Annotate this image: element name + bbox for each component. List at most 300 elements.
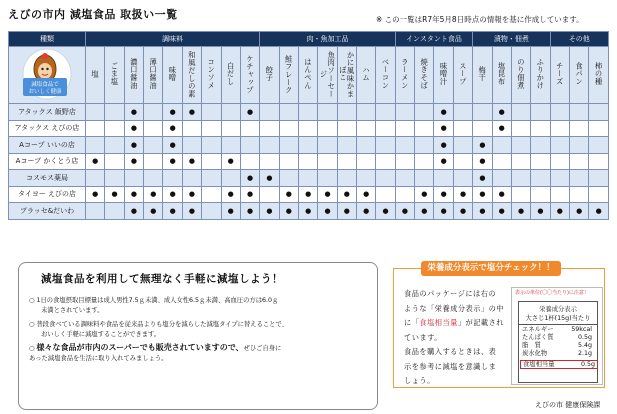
availability-empty: [105, 203, 124, 220]
nutrition-label: [511, 287, 603, 385]
check-line: しょう。: [404, 376, 435, 385]
store-row: [9, 137, 609, 154]
availability-dot: ●: [473, 153, 492, 170]
availability-empty: [415, 153, 434, 170]
availability-empty: [376, 153, 395, 170]
nutrition-check-text: [404, 287, 504, 389]
store-row: [9, 153, 609, 170]
availability-empty: [415, 120, 434, 137]
item-header: [511, 47, 530, 104]
item-label: 和風だしの素: [187, 50, 197, 98]
availability-dot: ●: [376, 203, 395, 220]
availability-empty: [337, 120, 356, 137]
availability-empty: [279, 170, 298, 187]
availability-dot: ●: [569, 203, 588, 220]
availability-empty: [357, 120, 376, 137]
availability-empty: [260, 104, 279, 121]
availability-empty: [453, 120, 472, 137]
availability-empty: [511, 153, 530, 170]
svg-text:減塩食品で: 減塩食品で: [31, 82, 59, 88]
availability-empty: [260, 137, 279, 154]
availability-empty: [337, 104, 356, 121]
availability-empty: [434, 170, 453, 187]
availability-empty: [337, 137, 356, 154]
availability-dot: ●: [144, 186, 163, 203]
item-header: [550, 47, 569, 104]
availability-empty: [124, 170, 143, 187]
item-header: [357, 47, 376, 104]
label-salt-row: 食塩相当量 0.5g: [520, 360, 598, 369]
availability-empty: [86, 104, 105, 121]
item-header: [376, 47, 395, 104]
item-label: 味噌汁: [439, 62, 449, 86]
availability-empty: [202, 170, 221, 187]
availability-empty: [260, 153, 279, 170]
availability-empty: [279, 153, 298, 170]
availability-dot: ●: [163, 104, 182, 121]
item-label: 薄口醤油: [149, 58, 159, 90]
availability-dot: ●: [86, 186, 105, 203]
availability-empty: [492, 153, 511, 170]
availability-dot: ●: [163, 186, 182, 203]
label-row: エネルギー 59kcal: [522, 326, 592, 333]
availability-empty: [395, 137, 414, 154]
group-header-row: [9, 32, 609, 47]
availability-empty: [589, 137, 609, 154]
availability-empty: [279, 137, 298, 154]
availability-empty: [531, 153, 550, 170]
availability-empty: [337, 170, 356, 187]
item-label: 柿の種: [594, 62, 604, 86]
availability-empty: [569, 170, 588, 187]
item-label: 食パン: [574, 62, 584, 86]
availability-dot: ●: [434, 203, 453, 220]
availability-dot: ●: [318, 203, 337, 220]
label-serving: 大さじ1杯(15g)当たり: [519, 313, 597, 325]
label-panel: [518, 301, 598, 383]
availability-empty: [376, 137, 395, 154]
availability-empty: [298, 104, 317, 121]
availability-empty: [395, 153, 414, 170]
availability-empty: [298, 170, 317, 187]
availability-dot: ●: [124, 104, 143, 121]
item-label: ふりかけ: [536, 58, 546, 90]
availability-dot: ●: [105, 186, 124, 203]
availability-empty: [357, 153, 376, 170]
check-line: 食品を購入するときは、表: [404, 347, 497, 356]
availability-dot: ●: [434, 137, 453, 154]
group-instant: インスタント食品: [395, 32, 472, 47]
availability-empty: [511, 170, 530, 187]
availability-dot: ●: [511, 203, 530, 220]
info-text: ○ 1日の食塩摂取目標量は成人男性7.5ｇ未満、成人女性6.5ｇ未満、高血圧の方は6.0ｇ: [29, 297, 279, 304]
availability-empty: [395, 104, 414, 121]
availability-dot: ●: [318, 186, 337, 203]
availability-dot: ●: [434, 120, 453, 137]
item-header: [318, 47, 337, 104]
availability-empty: [473, 104, 492, 121]
item-header: [260, 47, 279, 104]
availability-empty: [376, 170, 395, 187]
availability-empty: [550, 137, 569, 154]
item-header: [86, 47, 105, 104]
availability-empty: [357, 104, 376, 121]
availability-dot: ●: [163, 153, 182, 170]
availability-dot: ●: [473, 203, 492, 220]
availability-empty: [202, 137, 221, 154]
availability-empty: [144, 137, 163, 154]
availability-empty: [240, 120, 259, 137]
availability-dot: ●: [492, 203, 511, 220]
availability-dot: ●: [492, 104, 511, 121]
availability-empty: [395, 170, 414, 187]
label-title: 栄養成分表示: [539, 306, 577, 313]
store-row: [9, 170, 609, 187]
availability-empty: [453, 170, 472, 187]
item-label: 白だし: [226, 62, 236, 86]
check-line: ています。: [404, 332, 442, 342]
availability-empty: [492, 137, 511, 154]
availability-empty: [589, 170, 609, 187]
availability-dot: ●: [124, 186, 143, 203]
availability-dot: ●: [86, 153, 105, 170]
availability-empty: [260, 120, 279, 137]
bullet-mark: ○: [29, 345, 35, 352]
availability-dot: ●: [298, 186, 317, 203]
availability-empty: [550, 104, 569, 121]
item-label: 鮭フレーク: [284, 54, 294, 94]
availability-dot: ●: [240, 170, 259, 187]
info-bullet-1-cont: [29, 306, 103, 317]
availability-empty: [569, 137, 588, 154]
salt-term: 食塩相当量: [419, 318, 458, 327]
item-header: [182, 47, 201, 104]
availability-empty: [202, 120, 221, 137]
item-label: ハム: [362, 66, 372, 82]
availability-empty: [202, 153, 221, 170]
availability-dot: ●: [182, 153, 201, 170]
item-label: 魚肉ソーセージ: [319, 50, 337, 98]
item-header: [531, 47, 550, 104]
item-label: ごま塩: [110, 62, 120, 86]
item-label: チーズ: [555, 62, 565, 86]
availability-dot: ●: [182, 186, 201, 203]
store-rows: [9, 104, 609, 220]
availability-empty: [105, 104, 124, 121]
availability-dot: ●: [434, 153, 453, 170]
item-label: かに風味かまぼこ: [338, 50, 356, 98]
availability-empty: [589, 104, 609, 121]
availability-dot: ●: [434, 104, 453, 121]
label-row: 炭水化物 2.1g: [522, 350, 592, 357]
availability-dot: ●: [473, 186, 492, 203]
info-emphasis: 様々な食品が市内のスーパーでも販売されていますので、: [36, 343, 244, 352]
info-bullet-2-cont: [29, 330, 160, 341]
availability-empty: [182, 120, 201, 137]
item-header: [492, 47, 511, 104]
item-label: 餃子: [265, 66, 275, 82]
info-text: おいしく手軽に減塩することができます。: [41, 331, 161, 338]
availability-dot: ●: [144, 203, 163, 220]
label-row: たんぱく質 0.5g: [522, 334, 592, 341]
availability-empty: [163, 170, 182, 187]
availability-empty: [550, 170, 569, 187]
info-bullet-1: [29, 296, 278, 307]
availability-empty: [531, 104, 550, 121]
availability-empty: [569, 120, 588, 137]
availability-empty: [395, 120, 414, 137]
store-row: [9, 120, 609, 137]
label-unit-note: 表示の単位(〇〇当たり)に注意！: [515, 290, 589, 296]
nutrition-check-box: [393, 263, 605, 388]
availability-dot: ●: [453, 186, 472, 203]
availability-empty: [589, 153, 609, 170]
availability-dot: ●: [531, 203, 550, 220]
availability-empty: [318, 170, 337, 187]
availability-empty: [357, 137, 376, 154]
availability-empty: [144, 104, 163, 121]
availability-empty: [395, 186, 414, 203]
footer-credit: えびの市 健康保険課: [535, 401, 601, 409]
availability-dot: ●: [163, 203, 182, 220]
product-table: [8, 31, 609, 220]
availability-empty: [86, 203, 105, 220]
store-name: タイヨー えびの店: [9, 186, 86, 203]
availability-dot: ●: [221, 153, 240, 170]
nutrition-check-heading: 栄養成分表示で塩分チェック！！: [421, 261, 561, 276]
availability-dot: ●: [492, 186, 511, 203]
availability-empty: [318, 120, 337, 137]
availability-dot: ●: [589, 203, 609, 220]
store-row: [9, 186, 609, 203]
availability-dot: ●: [260, 170, 279, 187]
availability-empty: [240, 153, 259, 170]
availability-dot: ●: [124, 203, 143, 220]
availability-dot: ●: [415, 203, 434, 220]
store-row: [9, 203, 609, 220]
availability-dot: ●: [279, 186, 298, 203]
item-header: [163, 47, 182, 104]
availability-empty: [531, 137, 550, 154]
item-label: 塩昆布: [497, 62, 507, 86]
kind-header: 種類: [9, 32, 86, 47]
availability-empty: [182, 170, 201, 187]
check-line: ような「栄養成分表示」の中: [404, 303, 504, 313]
availability-empty: [531, 170, 550, 187]
availability-empty: [511, 186, 530, 203]
item-label: 濃口醤油: [129, 58, 139, 90]
availability-dot: ●: [182, 203, 201, 220]
mascot-cell: [9, 47, 86, 104]
availability-empty: [376, 186, 395, 203]
availability-empty: [221, 170, 240, 187]
page-title: えびの市内 減塩食品 取扱い一覧: [8, 8, 178, 21]
availability-empty: [318, 153, 337, 170]
availability-empty: [144, 170, 163, 187]
availability-empty: [589, 186, 609, 203]
availability-empty: [202, 104, 221, 121]
availability-empty: [202, 203, 221, 220]
item-header: [589, 47, 609, 104]
availability-dot: ●: [473, 170, 492, 187]
availability-empty: [318, 137, 337, 154]
availability-empty: [511, 137, 530, 154]
item-label: 塩: [91, 70, 100, 78]
item-header: [105, 47, 124, 104]
availability-empty: [569, 153, 588, 170]
item-header: [473, 47, 492, 104]
availability-empty: [298, 120, 317, 137]
label-row: 脂 質 5.4g: [522, 342, 592, 349]
item-header: [434, 47, 453, 104]
store-row: [9, 104, 609, 121]
item-label: 焼きそば: [420, 58, 430, 90]
availability-dot: ●: [279, 203, 298, 220]
availability-dot: ●: [124, 120, 143, 137]
availability-empty: [492, 170, 511, 187]
item-label: コンソメ: [207, 58, 217, 90]
availability-empty: [105, 137, 124, 154]
availability-dot: ●: [395, 203, 414, 220]
availability-empty: [221, 104, 240, 121]
info-bullet-3: [29, 343, 281, 355]
group-seasoning: 調味料: [86, 32, 260, 47]
store-name: Aコープ かくとう店: [9, 153, 86, 170]
availability-dot: ●: [221, 203, 240, 220]
item-header: [279, 47, 298, 104]
availability-empty: [86, 170, 105, 187]
item-header: [240, 47, 259, 104]
check-line: 食品のパッケージには右の: [404, 289, 497, 298]
availability-dot: ●: [182, 104, 201, 121]
item-label: ラーメン: [400, 58, 410, 90]
info-bullet-2: [29, 320, 288, 331]
store-name: アタックス 飯野店: [9, 104, 86, 121]
availability-empty: [86, 120, 105, 137]
availability-empty: [279, 104, 298, 121]
availability-empty: [453, 137, 472, 154]
availability-dot: ●: [357, 203, 376, 220]
availability-empty: [298, 137, 317, 154]
availability-empty: [260, 186, 279, 203]
availability-empty: [589, 120, 609, 137]
check-line: 示を参考に減塩を意識しま: [404, 361, 497, 371]
group-other: その他: [550, 32, 608, 47]
item-label: はんぺん: [303, 58, 313, 90]
availability-dot: ●: [550, 203, 569, 220]
item-label: 味噌: [168, 66, 178, 82]
store-name: アタックス えびの店: [9, 120, 86, 137]
item-label: 梅干: [478, 66, 488, 82]
item-label: ケチャップ: [245, 54, 255, 94]
availability-empty: [415, 137, 434, 154]
availability-dot: ●: [163, 120, 182, 137]
store-name: コスモス薬局: [9, 170, 86, 187]
availability-empty: [318, 104, 337, 121]
availability-dot: ●: [240, 104, 259, 121]
availability-empty: [221, 137, 240, 154]
item-header: [298, 47, 317, 104]
availability-dot: ●: [240, 203, 259, 220]
availability-dot: ●: [337, 203, 356, 220]
availability-empty: [531, 186, 550, 203]
availability-dot: ●: [260, 203, 279, 220]
availability-empty: [550, 120, 569, 137]
item-header: [337, 47, 356, 104]
group-pickles: 漬物・佃煮: [473, 32, 550, 47]
availability-dot: ●: [492, 120, 511, 137]
info-text: ○ 普段食べている調味料や食品を従来品よりも塩分を減らした減塩タイプに替えることで、: [29, 321, 288, 328]
availability-empty: [511, 120, 530, 137]
store-name: ブラッセ&だいわ: [9, 203, 86, 220]
item-header: [144, 47, 163, 104]
availability-empty: [105, 120, 124, 137]
availability-empty: [453, 153, 472, 170]
availability-empty: [569, 104, 588, 121]
availability-empty: [376, 120, 395, 137]
info-bullet-3-cont: [29, 354, 167, 365]
availability-empty: [415, 104, 434, 121]
availability-empty: [511, 104, 530, 121]
group-processed-meat-fish: 肉・魚加工品: [260, 32, 396, 47]
availability-empty: [550, 153, 569, 170]
info-text: 未満とされています。: [41, 307, 104, 314]
item-label: ベーコン: [381, 58, 391, 90]
availability-empty: [279, 120, 298, 137]
date-note: ※ この一覧はR7年5月8日時点の情報を基に作成しています。: [376, 15, 584, 24]
availability-empty: [105, 170, 124, 187]
mascot-illustration: [10, 47, 84, 101]
availability-empty: [202, 186, 221, 203]
svg-text:おいしく健康: おいしく健康: [28, 89, 62, 95]
availability-empty: [182, 137, 201, 154]
availability-dot: ●: [240, 186, 259, 203]
availability-dot: ●: [124, 153, 143, 170]
availability-dot: ●: [163, 137, 182, 154]
item-header: [453, 47, 472, 104]
availability-empty: [453, 104, 472, 121]
check-line: に「食塩相当量」が記載され: [404, 318, 504, 327]
item-header: [221, 47, 240, 104]
availability-dot: ●: [221, 186, 240, 203]
availability-dot: ●: [415, 186, 434, 203]
availability-empty: [376, 104, 395, 121]
availability-empty: [415, 170, 434, 187]
item-header: [395, 47, 414, 104]
item-label: スープ: [458, 62, 468, 86]
availability-dot: ●: [298, 203, 317, 220]
info-heading: 減塩食品を利用して無理なく手軽に減塩しよう！: [41, 273, 283, 285]
availability-empty: [105, 153, 124, 170]
availability-empty: [569, 186, 588, 203]
availability-empty: [337, 153, 356, 170]
availability-dot: ●: [337, 186, 356, 203]
availability-empty: [221, 120, 240, 137]
availability-dot: ●: [357, 186, 376, 203]
availability-dot: ●: [434, 186, 453, 203]
availability-empty: [240, 137, 259, 154]
availability-dot: ●: [473, 137, 492, 154]
item-header: [202, 47, 221, 104]
item-header-row: [9, 47, 609, 104]
availability-empty: [298, 153, 317, 170]
availability-dot: ●: [124, 137, 143, 154]
availability-empty: [144, 120, 163, 137]
store-name: Aコープ いいの店: [9, 137, 86, 154]
item-header: [569, 47, 588, 104]
availability-empty: [144, 153, 163, 170]
item-label: のり佃煮: [516, 58, 526, 90]
